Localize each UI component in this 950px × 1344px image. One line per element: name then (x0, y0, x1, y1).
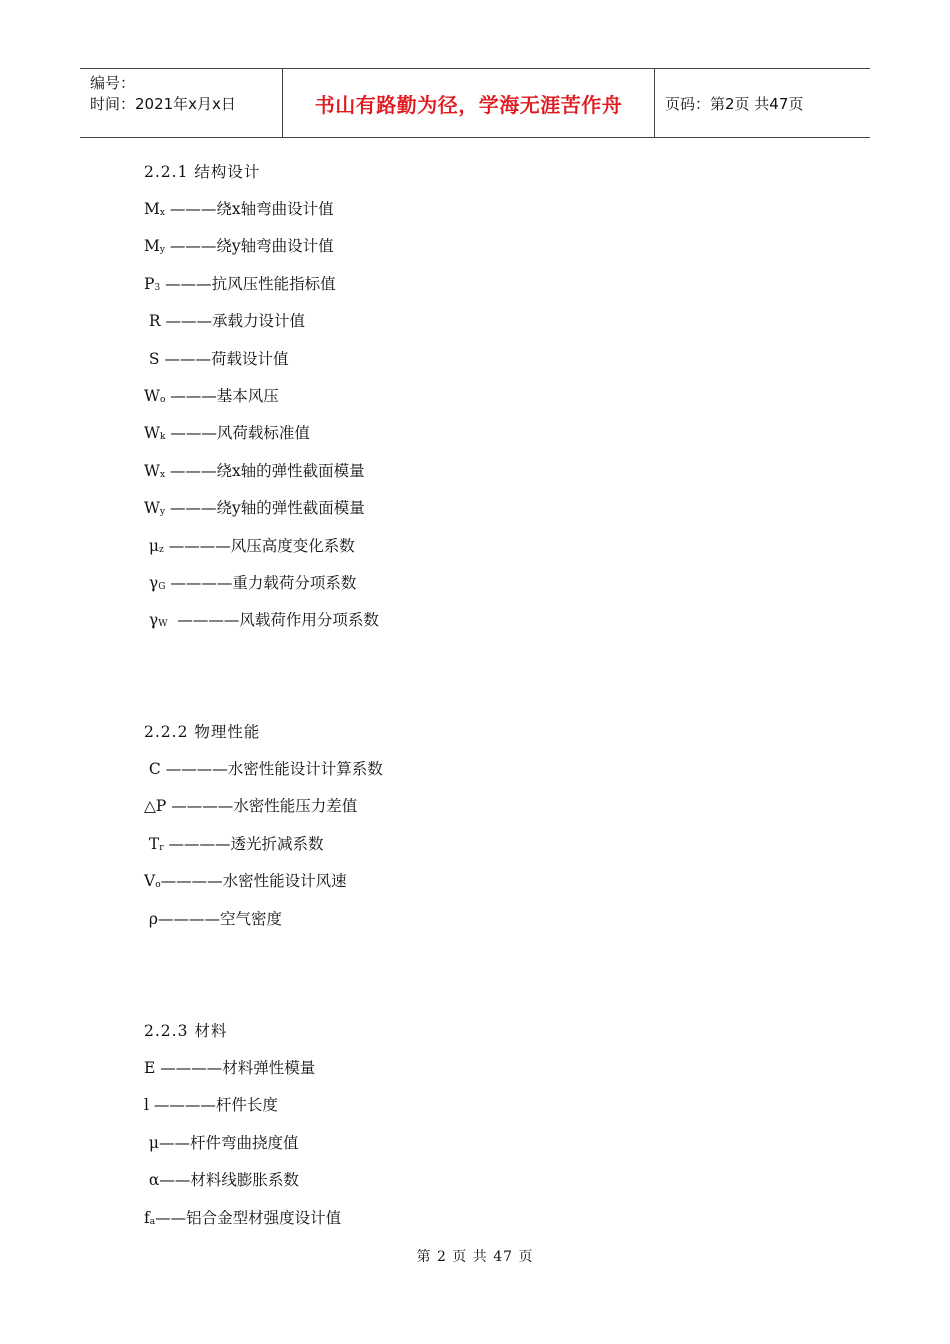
symbol: S (144, 349, 160, 368)
symbol: C (144, 760, 161, 778)
symbol-description: ————风载荷作用分项系数 (167, 611, 379, 630)
symbol: f (144, 1208, 150, 1227)
symbol-description: ———承载力设计值 (160, 312, 306, 331)
document-number-label: 编号： (90, 74, 136, 92)
symbol-definition (144, 1133, 299, 1153)
symbol-description: ————材料弹性模量 (155, 1059, 316, 1077)
symbol-definition (144, 199, 334, 223)
page-footer: 第 2 页 共 47 页 (416, 1249, 534, 1265)
symbol-description: ———绕x轴弯曲设计值 (164, 200, 334, 218)
header-meta (80, 69, 282, 137)
section-heading-physical: 2.2.2 物理性能 (144, 723, 261, 741)
symbol: T (144, 834, 160, 853)
symbol-definition (144, 909, 282, 929)
symbol-description: ——杆件弯曲挠度值 (159, 1133, 299, 1152)
symbol-definition (144, 1095, 278, 1115)
symbol-subscript: W (158, 619, 168, 630)
symbol-definition (144, 274, 336, 298)
symbol: W (144, 387, 160, 405)
symbol-definition (144, 311, 305, 331)
symbol-definition (144, 386, 279, 410)
symbol-description: ———绕x轴的弹性截面模量 (165, 461, 365, 480)
symbol-description: ———基本风压 (165, 387, 279, 405)
symbol-subscript: y (159, 245, 165, 256)
symbol-definition (144, 536, 355, 560)
symbol-subscript: x (159, 208, 165, 218)
symbol-description: ————水密性能设计计算系数 (160, 760, 383, 778)
symbol: M (144, 200, 160, 218)
symbol-definition (144, 796, 357, 816)
symbol-description: ————水密性能压力差值 (166, 797, 358, 816)
symbol-description: ———绕y轴的弹性截面模量 (165, 499, 365, 518)
symbol-subscript: o (155, 880, 161, 891)
symbol-definition (144, 236, 334, 260)
symbol: μ (144, 1133, 160, 1152)
symbol-definition (144, 1170, 299, 1190)
header-motto: 书山有路勤为径，学海无涯苦作舟 (282, 69, 655, 137)
symbol-definition (144, 610, 379, 634)
symbol: △P (144, 797, 167, 816)
symbol-definition (144, 423, 310, 447)
symbol-description: ————重力载荷分项系数 (165, 574, 357, 592)
symbol-definition (144, 573, 356, 597)
symbol-definition (144, 759, 383, 779)
symbol-subscript: o (159, 395, 166, 405)
symbol: γ (144, 574, 159, 592)
symbol-description: ———绕y轴弯曲设计值 (164, 237, 334, 256)
symbol-subscript: k (159, 432, 166, 443)
symbol: R (144, 312, 161, 331)
symbol-description: ———荷载设计值 (159, 349, 289, 368)
symbol-definition (144, 1208, 341, 1232)
symbol-subscript: G (158, 582, 166, 592)
symbol: α (144, 1171, 160, 1190)
symbol: V (144, 872, 156, 891)
document-date: 时间：2021年x月x日 (90, 95, 236, 113)
symbol: γ (144, 611, 159, 630)
section-heading-material: 2.2.3 材料 (144, 1022, 228, 1040)
symbol-definition (144, 349, 288, 369)
symbol-description: ————水密性能设计风速 (160, 872, 347, 891)
section-heading-structural: 2.2.1 结构设计 (144, 163, 261, 181)
symbol: l (144, 1096, 149, 1115)
symbol-subscript: 3 (154, 282, 161, 293)
symbol-subscript: x (159, 469, 166, 480)
symbol-definition (144, 834, 324, 858)
symbol-description: ———风荷载标准值 (165, 424, 310, 443)
symbol: M (144, 237, 160, 256)
symbol-definition (144, 871, 347, 895)
symbol-subscript: y (159, 507, 166, 518)
document-header (80, 68, 870, 138)
symbol: P (144, 274, 155, 293)
symbol-definition (144, 1058, 315, 1078)
symbol-description: ————风压高度变化系数 (163, 536, 355, 555)
symbol-description: ————空气密度 (158, 909, 283, 928)
symbol-description: ————杆件长度 (148, 1096, 278, 1115)
symbol-description: ————透光折减系数 (163, 834, 324, 853)
symbol-description: ——材料线膨胀系数 (159, 1171, 299, 1190)
symbol-description: ———抗风压性能指标值 (160, 274, 336, 293)
symbol: W (144, 424, 160, 443)
symbol-subscript: a (149, 1216, 156, 1227)
symbol-definition (144, 461, 365, 485)
symbol: ρ (144, 909, 159, 928)
header-page-info: 页码：第2页 共47页 (665, 94, 804, 113)
symbol-description: ——铝合金型材强度设计值 (155, 1208, 342, 1227)
symbol: W (144, 499, 160, 518)
symbol: E (144, 1059, 156, 1077)
symbol: μ (144, 536, 160, 555)
symbol: W (144, 461, 160, 480)
symbol-definition (144, 498, 365, 522)
symbol-subscript: r (159, 842, 164, 853)
symbol-subscript: z (159, 544, 164, 555)
